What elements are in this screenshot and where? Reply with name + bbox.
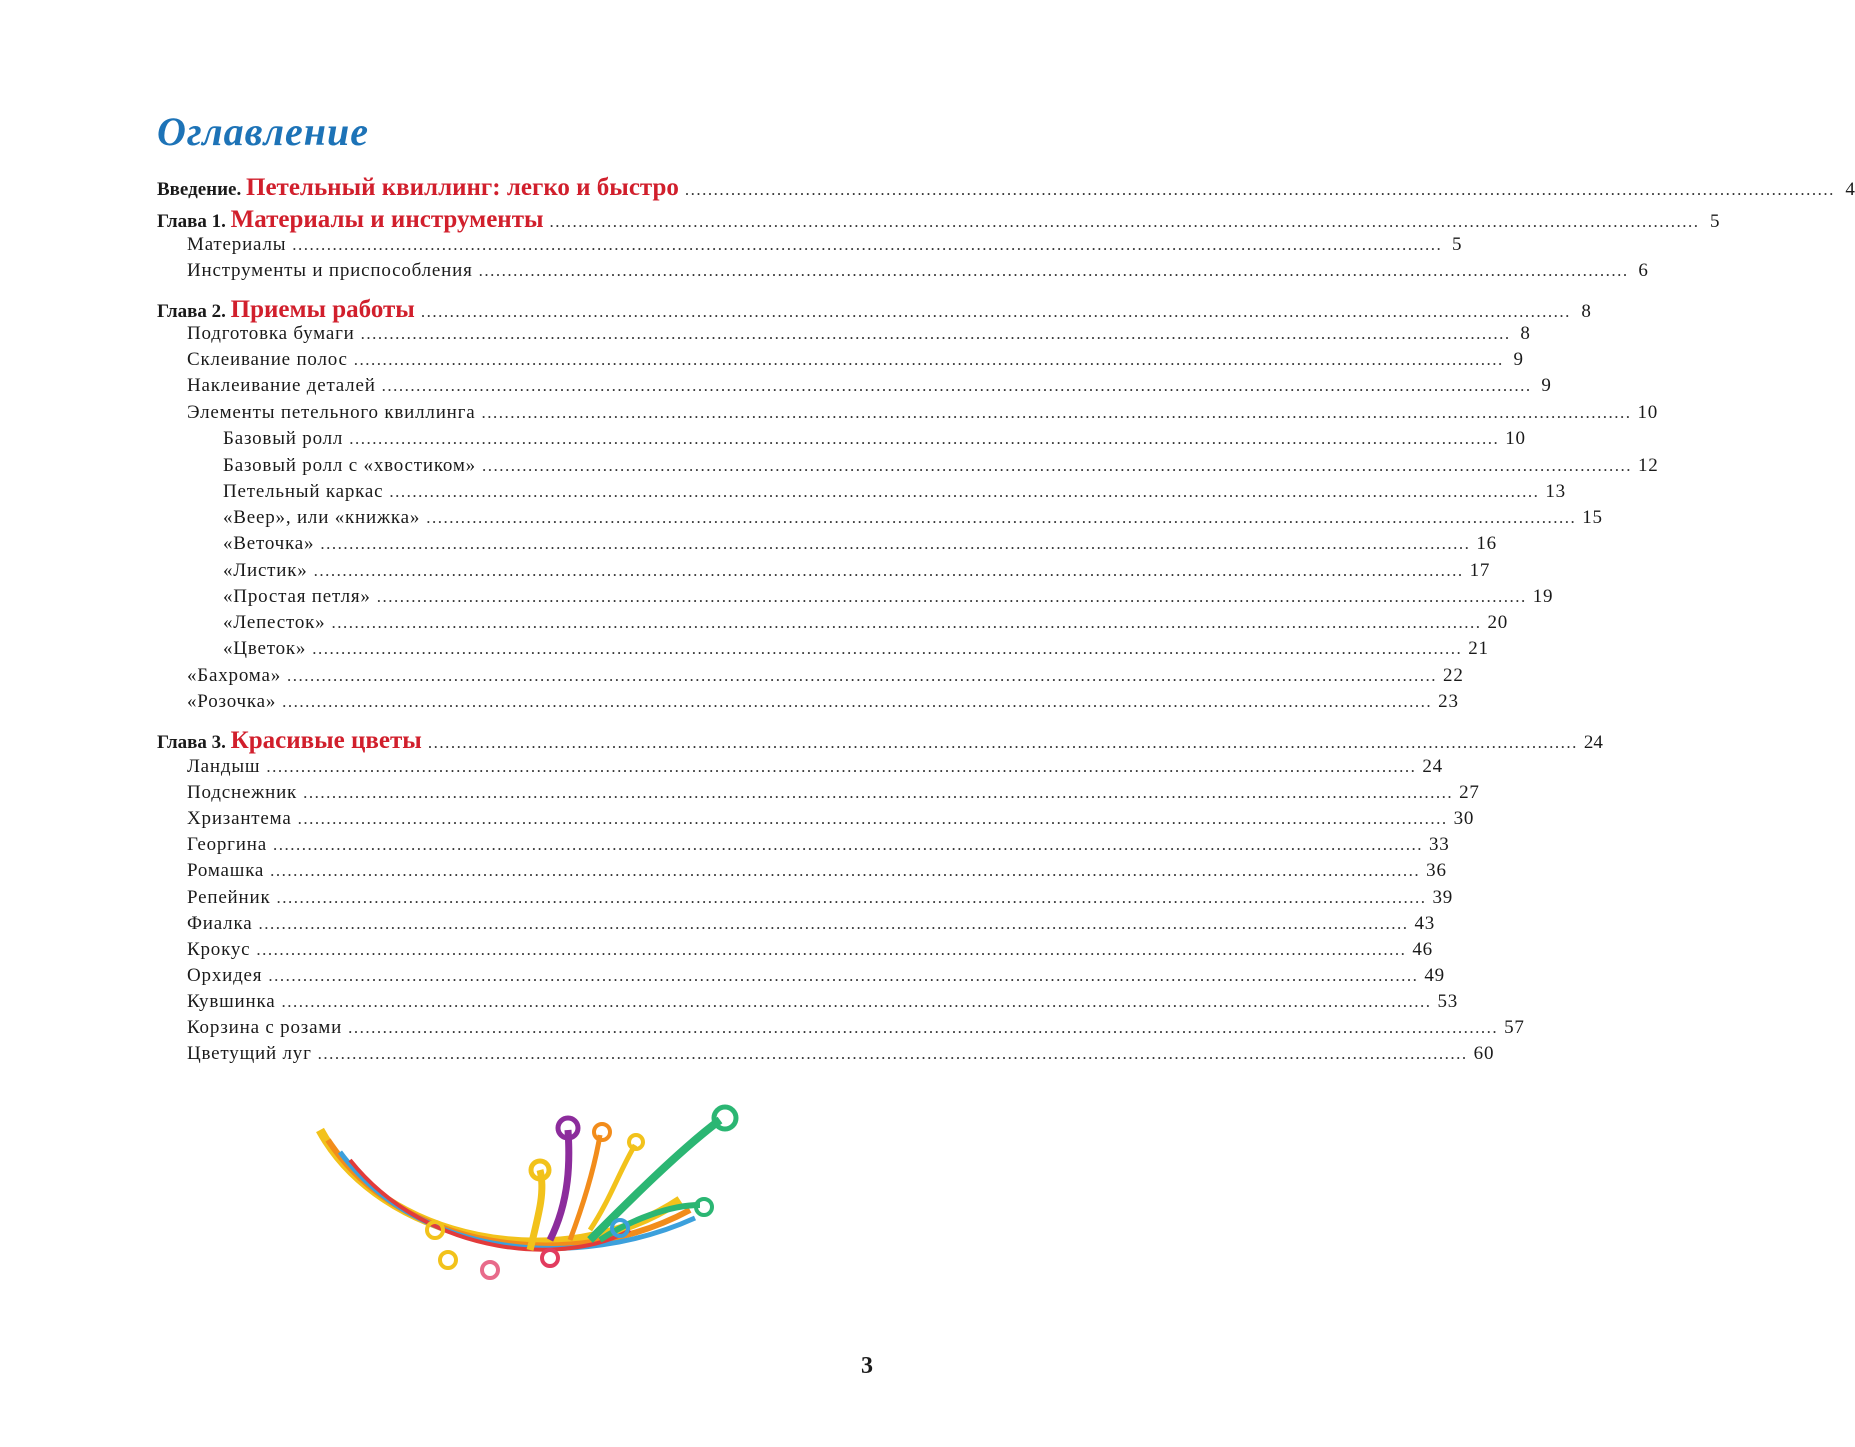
dot-leader: ........................................................................................................................................................................................................ — [331, 613, 1482, 632]
dot-leader: ........................................................................................................................................................................................................ — [426, 508, 1577, 527]
toc-page-number: 57 — [1504, 1017, 1525, 1038]
page-number: 3 — [861, 1353, 873, 1379]
dot-leader: ........................................................................................................................................................................................................ — [292, 235, 1443, 254]
toc-entry[interactable] — [187, 1017, 1525, 1039]
dot-leader: ........................................................................................................................................................................................................ — [297, 809, 1448, 828]
toc-entry[interactable] — [187, 887, 1454, 909]
dot-leader: ........................................................................................................................................................................................................ — [320, 534, 1471, 553]
toc-entry[interactable] — [187, 323, 1531, 345]
toc-page-number: 20 — [1487, 612, 1509, 633]
toc-entry[interactable] — [223, 560, 1491, 582]
toc-entry[interactable] — [223, 586, 1554, 608]
toc-entry-title: Базовый ролл с «хвостиком» — [223, 455, 476, 476]
toc-chapter-entry[interactable] — [157, 296, 1591, 324]
toc-page-number: 39 — [1432, 887, 1454, 908]
toc-entry-title: Корзина с розами — [187, 1017, 343, 1038]
dot-leader: ........................................................................................................................................................................................................ — [360, 324, 1511, 343]
toc-page-number: 46 — [1412, 939, 1433, 960]
toc-page-number: 9 — [1513, 349, 1524, 370]
dot-leader: ........................................................................................................................................................................................................ — [317, 1044, 1468, 1063]
toc-entry[interactable] — [187, 665, 1464, 687]
dot-leader: ........................................................................................................................................................................................................ — [481, 456, 1632, 475]
toc-entry-title: Элементы петельного квиллинга — [187, 402, 476, 423]
dot-leader: ........................................................................................................................................................................................................ — [268, 966, 1419, 985]
dot-leader: ........................................................................................................................................................................................................ — [287, 666, 1438, 685]
toc-page-number: 13 — [1545, 481, 1566, 502]
chapter-prefix: Глава 1. — [157, 211, 231, 232]
toc-entry[interactable] — [187, 808, 1475, 830]
toc-entry[interactable] — [223, 612, 1509, 634]
toc-entry-title: Петельный каркас — [223, 481, 384, 502]
toc-page-number: 10 — [1505, 428, 1526, 449]
chapter-title: Материалы и инструменты — [230, 206, 544, 233]
dot-leader: ........................................................................................................................................................................................................ — [313, 561, 1464, 580]
toc-entry[interactable] — [187, 691, 1459, 713]
chapter-title: Приемы работы — [230, 296, 415, 323]
dot-leader: ........................................................................................................................................................................................................ — [420, 302, 1571, 321]
toc-page-number: 19 — [1532, 586, 1554, 607]
dot-leader: ........................................................................................................................................................................................................ — [258, 914, 1409, 933]
dot-leader: ........................................................................................................................................................................................................ — [312, 639, 1463, 658]
toc-page-number: 10 — [1637, 402, 1659, 423]
toc-page-number: 27 — [1459, 782, 1480, 803]
toc-entry-title: Георгина — [187, 834, 267, 855]
toc-chapter-entry[interactable] — [157, 174, 1855, 202]
toc-entry[interactable] — [187, 375, 1552, 397]
toc-entry-title: Ромашка — [187, 860, 265, 881]
toc-entry[interactable] — [187, 260, 1649, 282]
toc-entry[interactable] — [187, 965, 1445, 987]
toc-entry[interactable] — [187, 913, 1436, 935]
toc-entry-title: Кувшинка — [187, 991, 276, 1012]
toc-chapter-entry[interactable] — [157, 206, 1720, 234]
dot-leader: ........................................................................................................................................................................................................ — [478, 261, 1629, 280]
toc-entry-title: Подготовка бумаги — [187, 323, 355, 344]
dot-leader: ........................................................................................................................................................................................................ — [376, 587, 1527, 606]
toc-entry-title — [157, 206, 544, 234]
dot-leader: ........................................................................................................................................................................................................ — [381, 376, 1532, 395]
dot-leader: ........................................................................................................................................................................................................ — [549, 212, 1700, 231]
toc-entry-title: Подснежник — [187, 782, 298, 803]
toc-entry-title: «Простая петля» — [223, 586, 371, 607]
toc-entry-title: Репейник — [187, 887, 271, 908]
toc-page-number: 24 — [1422, 756, 1443, 777]
toc-page-number: 49 — [1424, 965, 1445, 986]
dot-leader: ........................................................................................................................................................................................................ — [282, 692, 1433, 711]
toc-entry[interactable] — [223, 533, 1497, 555]
toc-entry[interactable] — [187, 991, 1459, 1013]
dot-leader: ........................................................................................................................................................................................................ — [276, 888, 1427, 907]
toc-page-number: 5 — [1710, 211, 1720, 232]
toc-entry[interactable] — [223, 507, 1603, 529]
toc-entry-title: Фиалка — [187, 913, 253, 934]
toc-page-number: 8 — [1581, 301, 1591, 322]
chapter-prefix: Введение. — [157, 179, 246, 200]
chapter-prefix: Глава 3. — [157, 732, 231, 753]
toc-page-number: 16 — [1476, 533, 1497, 554]
toc-page-number: 4 — [1845, 179, 1855, 200]
dot-leader: ........................................................................................................................................................................................................ — [348, 1018, 1499, 1037]
toc-page-number: 36 — [1426, 860, 1447, 881]
toc-entry-title: Инструменты и приспособления — [187, 260, 473, 281]
toc-page-number: 17 — [1469, 560, 1491, 581]
toc-entry-title: «Листик» — [223, 560, 308, 581]
toc-page-number: 43 — [1414, 913, 1436, 934]
toc-page-number: 30 — [1453, 808, 1475, 829]
toc-entry-title — [157, 727, 422, 755]
toc-entry-title: «Бахрома» — [187, 665, 282, 686]
toc-entry[interactable] — [187, 402, 1659, 424]
dot-leader: ........................................................................................................................................................................................................ — [353, 350, 1504, 369]
dot-leader: ........................................................................................................................................................................................................ — [281, 992, 1432, 1011]
toc-entry-title: «Веер», или «книжка» — [223, 507, 421, 528]
dot-leader: ........................................................................................................................................................................................................ — [270, 861, 1421, 880]
toc-entry-title — [157, 174, 679, 202]
toc-page-number: 22 — [1443, 665, 1464, 686]
toc-entry-title: Хризантема — [187, 808, 292, 829]
toc-entry[interactable] — [223, 455, 1659, 477]
toc-entry-title: «Веточка» — [223, 533, 315, 554]
toc-page-number: 12 — [1637, 455, 1659, 476]
toc-entry-title: «Лепесток» — [223, 612, 326, 633]
toc-entry-title: «Розочка» — [187, 691, 277, 712]
dot-leader: ........................................................................................................................................................................................................ — [389, 482, 1540, 501]
coil — [482, 1262, 498, 1278]
dot-leader: ........................................................................................................................................................................................................ — [427, 733, 1578, 752]
toc-entry-title: Ландыш — [187, 756, 261, 777]
toc-entry-title: Базовый ролл — [223, 428, 344, 449]
toc-entry[interactable] — [187, 860, 1447, 882]
toc-entry[interactable] — [187, 1043, 1495, 1065]
toc-chapter-entry[interactable] — [157, 727, 1603, 755]
toc-entry-title: Материалы — [187, 234, 287, 255]
toc-page-number: 8 — [1520, 323, 1531, 344]
toc-entry-title: Склеивание полос — [187, 349, 348, 370]
quilling-ornament — [300, 1090, 760, 1300]
toc-entry-title: «Цветок» — [223, 638, 307, 659]
dot-leader: ........................................................................................................................................................................................................ — [272, 835, 1423, 854]
toc-page-number: 33 — [1428, 834, 1450, 855]
toc-entry-title: Орхидея — [187, 965, 263, 986]
chapter-prefix: Глава 2. — [157, 301, 231, 322]
toc-page-number: 24 — [1583, 732, 1603, 753]
toc-page-number: 9 — [1541, 375, 1552, 396]
strip-purple — [550, 1130, 569, 1240]
toc-entry[interactable] — [187, 939, 1433, 961]
toc-entry-title: Крокус — [187, 939, 251, 960]
toc-page-number: 60 — [1473, 1043, 1495, 1064]
toc-entry[interactable] — [223, 481, 1566, 503]
toc-page-number: 5 — [1451, 234, 1463, 255]
toc-page-number: 23 — [1438, 691, 1459, 712]
chapter-title: Петельный квиллинг: легко и быстро — [246, 174, 679, 201]
dot-leader: ........................................................................................................................................................................................................ — [684, 180, 1835, 199]
coil — [440, 1252, 456, 1268]
toc-page-number: 21 — [1468, 638, 1489, 659]
toc-entry-title: Наклеивание деталей — [187, 375, 376, 396]
dot-leader: ........................................................................................................................................................................................................ — [349, 429, 1500, 448]
toc-entry[interactable] — [187, 756, 1443, 778]
toc-entry[interactable] — [223, 428, 1526, 450]
dot-leader: ........................................................................................................................................................................................................ — [256, 940, 1407, 959]
toc-entry-title: Цветущий луг — [187, 1043, 312, 1064]
toc-entry[interactable] — [187, 782, 1480, 804]
page-title: Оглавление — [157, 109, 370, 154]
chapter-title: Красивые цветы — [230, 727, 422, 754]
dot-leader: ........................................................................................................................................................................................................ — [481, 403, 1632, 422]
toc-entry[interactable] — [187, 234, 1463, 256]
toc-entry-title — [157, 296, 415, 324]
toc-page-number: 15 — [1582, 507, 1603, 528]
dot-leader: ........................................................................................................................................................................................................ — [303, 783, 1454, 802]
toc-entry[interactable] — [187, 349, 1524, 371]
coil — [542, 1250, 558, 1266]
toc-entry[interactable] — [187, 834, 1450, 856]
toc-entry[interactable] — [223, 638, 1489, 660]
toc-page-number: 6 — [1638, 260, 1649, 281]
toc-page-number: 53 — [1437, 991, 1459, 1012]
dot-leader: ........................................................................................................................................................................................................ — [266, 757, 1417, 776]
